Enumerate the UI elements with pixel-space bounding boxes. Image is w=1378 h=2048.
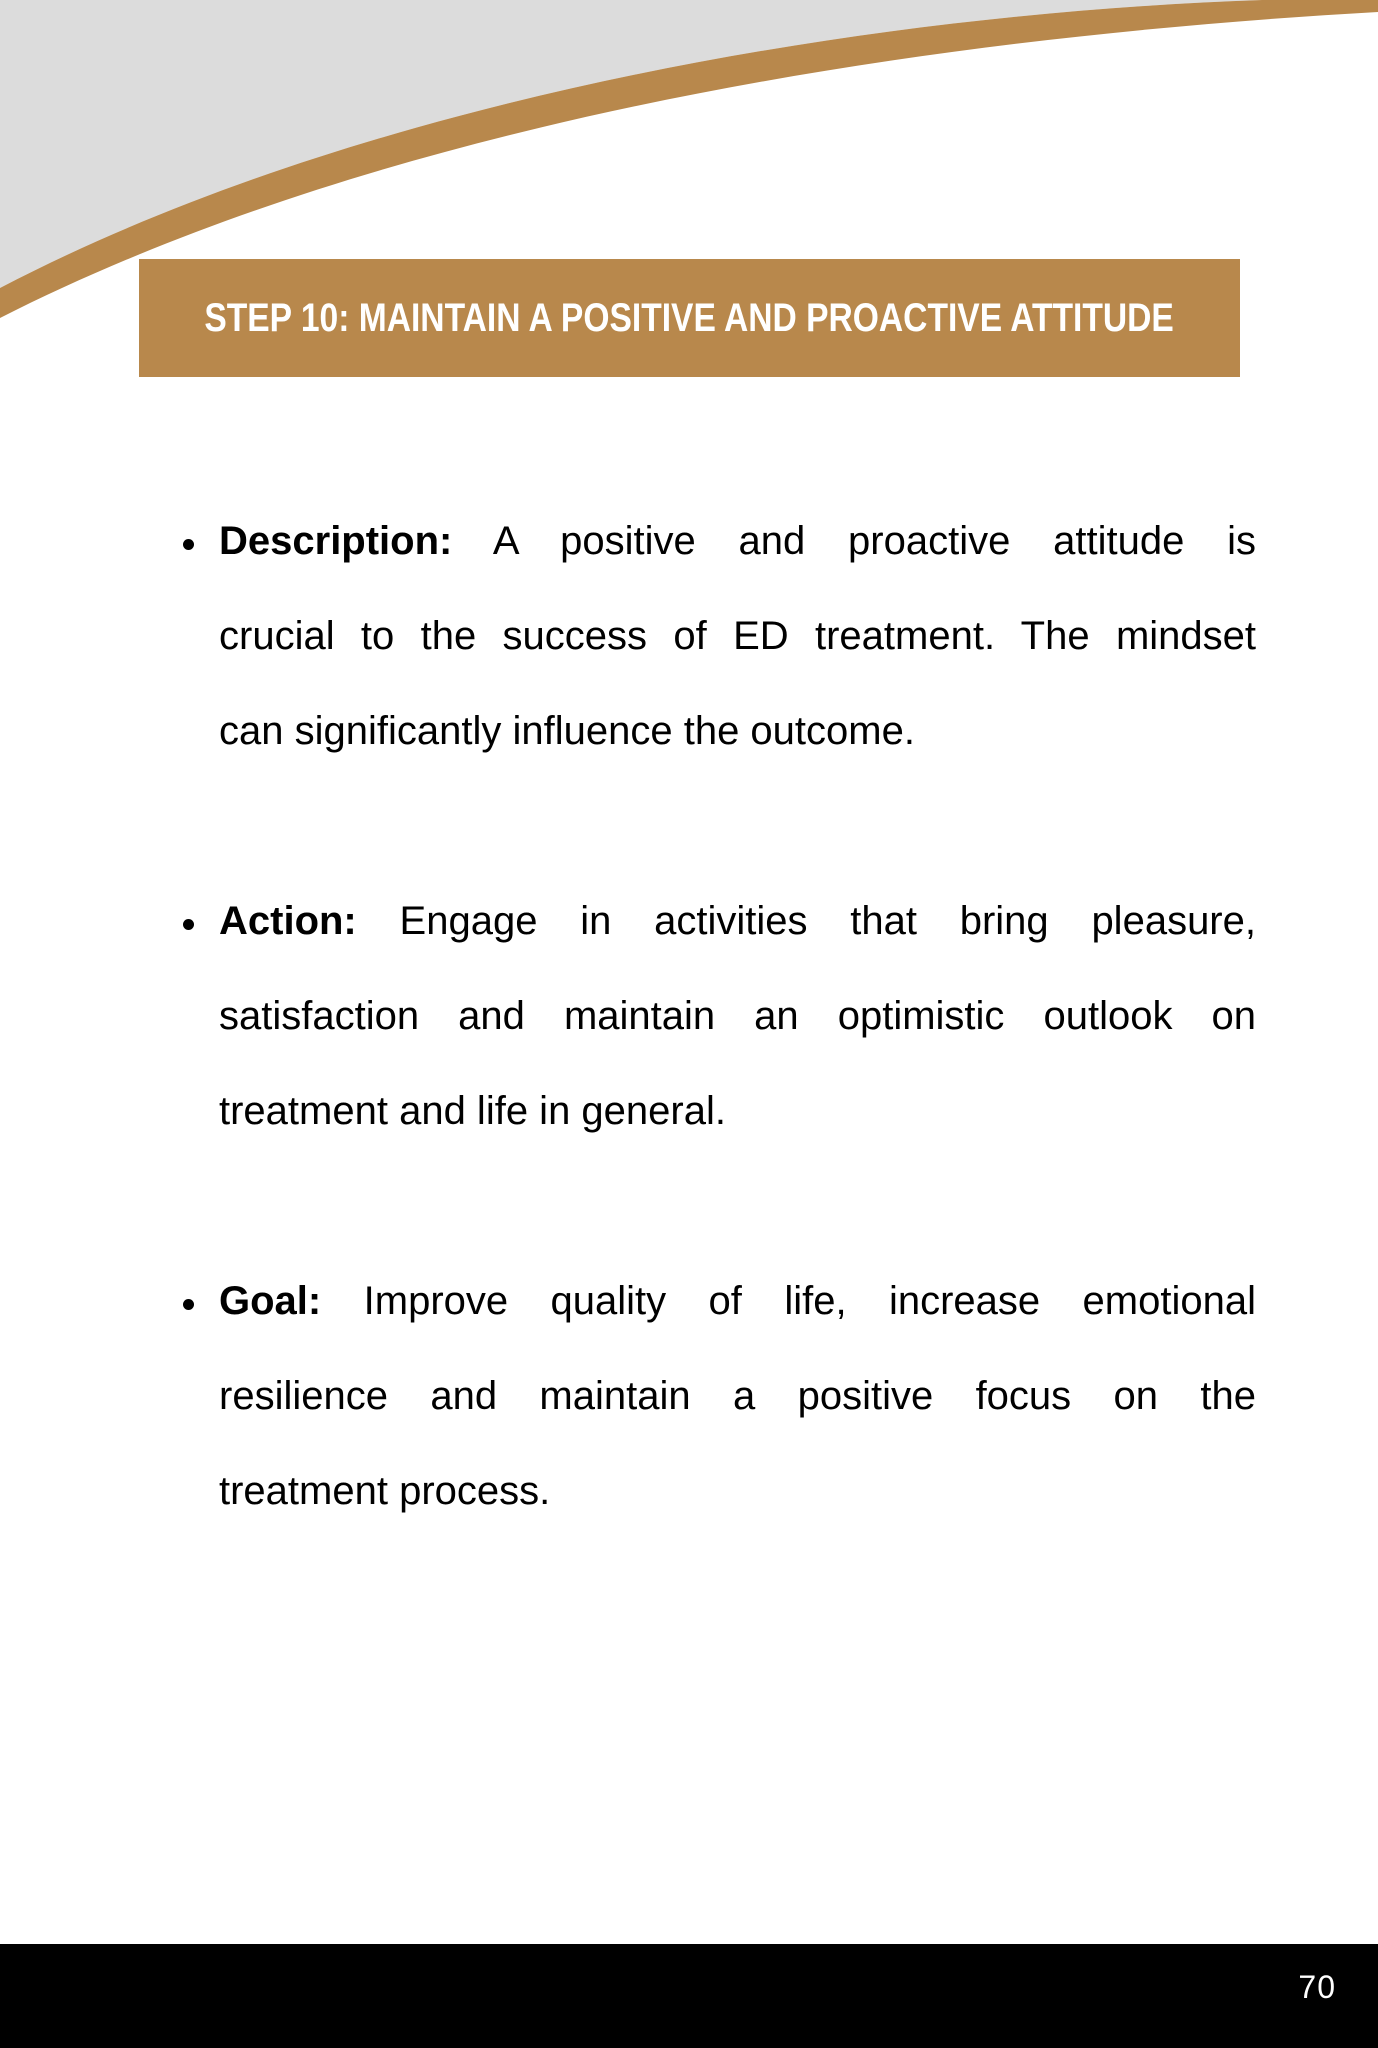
bullet-line: resilience and maintain a positive focus on the	[219, 1374, 1256, 1418]
list-item-action	[181, 874, 1256, 1159]
bullet-line	[219, 1254, 1256, 1349]
bullet-text	[219, 874, 1256, 1159]
bullet-line: can significantly influence the outcome.	[219, 709, 915, 753]
bullet-list	[181, 494, 1256, 1634]
page-footer	[0, 1944, 1378, 2048]
bullet-label: Description:	[219, 519, 453, 563]
section-title: STEP 10: MAINTAIN A POSITIVE AND PROACTIVE ATTITUDE	[204, 295, 1175, 340]
list-item-goal	[181, 1254, 1256, 1539]
bullet-text	[219, 494, 1256, 779]
bullet-line: treatment and life in general.	[219, 1089, 726, 1133]
bullet-line: crucial to the success of ED treatment. The mindset	[219, 614, 1256, 658]
bullet-line-text: A positive and proactive attitude is	[492, 519, 1256, 563]
bullet-line-text: Engage in activities that bring pleasure,	[399, 899, 1256, 943]
bullet-line: satisfaction and maintain an optimistic outlook on	[219, 994, 1256, 1038]
bullet-icon	[183, 539, 194, 550]
bullet-line	[219, 874, 1256, 969]
bullet-label: Action:	[219, 899, 357, 943]
section-header-banner	[139, 259, 1240, 377]
bullet-icon	[183, 919, 194, 930]
swoosh-gray-shape	[0, 0, 1262, 288]
list-item-description	[181, 494, 1256, 779]
bullet-text	[219, 1254, 1256, 1539]
bullet-icon	[183, 1299, 194, 1310]
bullet-label: Goal:	[219, 1279, 322, 1323]
bullet-line: treatment process.	[219, 1469, 551, 1513]
bullet-line	[219, 494, 1256, 589]
bullet-line-text: Improve quality of life, increase emotional	[363, 1279, 1256, 1323]
page-number: 70	[1298, 1968, 1336, 2005]
